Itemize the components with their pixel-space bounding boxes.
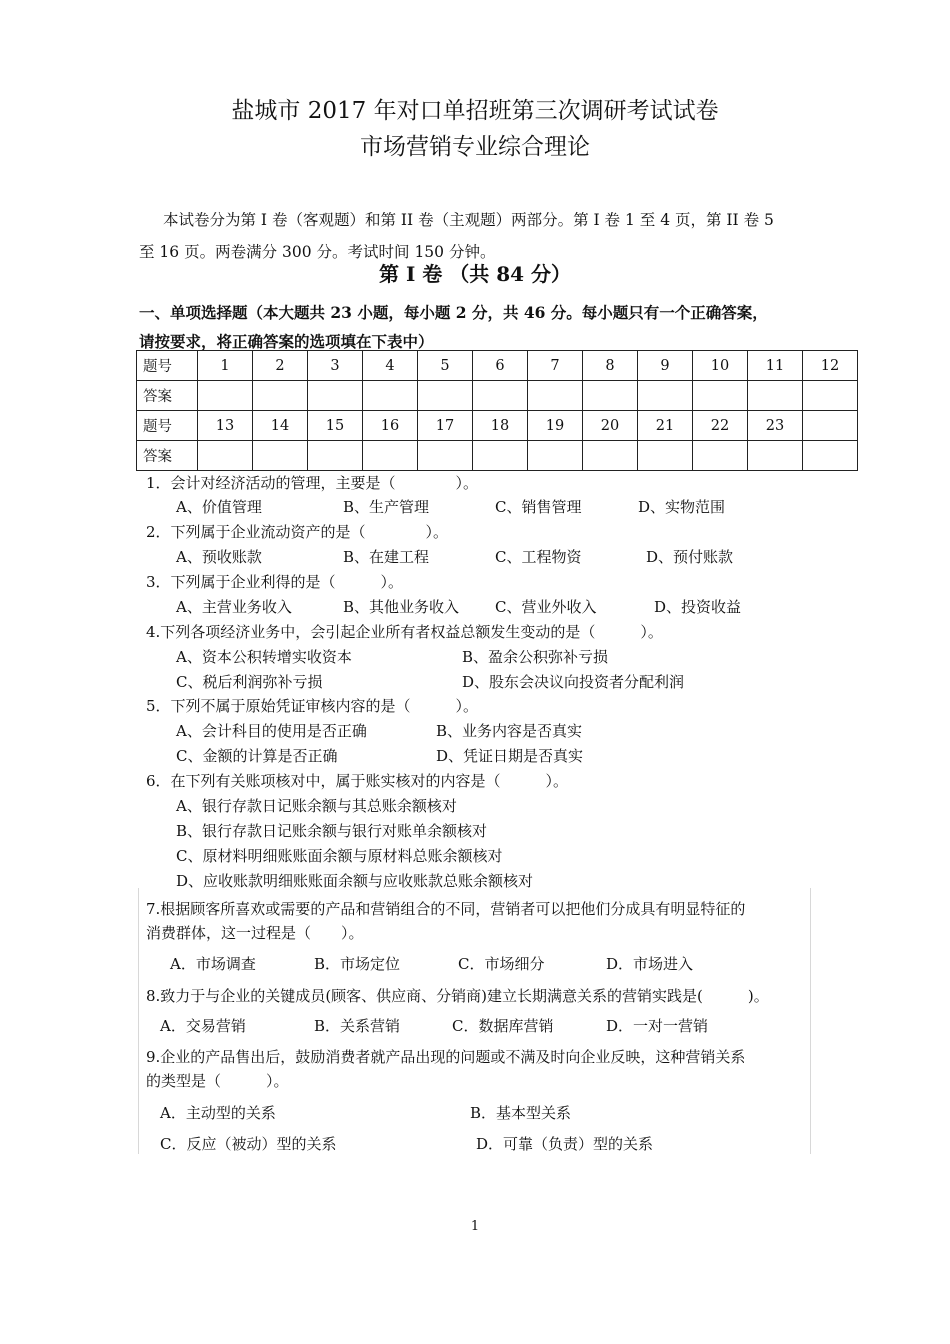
table-row bbox=[137, 351, 858, 381]
section-heading-line-2: 请按要求，将正确答案的选项填在下表中） bbox=[139, 332, 434, 351]
question-number-cell bbox=[803, 411, 858, 441]
question-6-option-d: D、应收账款明细账账面余额与应收账款总账余额核对 bbox=[176, 872, 534, 890]
table-row bbox=[137, 381, 858, 411]
question-7-option-b: B．市场定位 bbox=[314, 955, 401, 973]
question-2-option-a: A、预收账款 bbox=[176, 548, 262, 566]
row-label: 答案 bbox=[137, 381, 198, 411]
question-6-stem: 6．在下列有关账项核对中，属于账实核对的内容是（ ）。 bbox=[146, 772, 569, 790]
table-row bbox=[137, 411, 858, 441]
answer-cell[interactable] bbox=[748, 441, 803, 471]
question-9-option-c: C．反应（被动）型的关系 bbox=[160, 1135, 337, 1153]
question-number-cell: 23 bbox=[748, 411, 803, 441]
question-8-stem: 8.致力于与企业的关键成员(顾客、供应商、分销商)建立长期满意关系的营销实践是( )。 bbox=[146, 987, 769, 1005]
answer-cell[interactable] bbox=[198, 381, 253, 411]
answer-cell[interactable] bbox=[638, 381, 693, 411]
question-8-option-a: A．交易营销 bbox=[160, 1017, 246, 1035]
question-9-stem-line-2: 的类型是（ ）。 bbox=[146, 1072, 289, 1090]
question-5-option-d: D、凭证日期是否真实 bbox=[436, 747, 584, 765]
question-7-stem-line-1: 7.根据顾客所喜欢或需要的产品和营销组合的不同，营销者可以把他们分成具有明显特征的 bbox=[146, 900, 746, 918]
question-3-option-d: D、投资收益 bbox=[654, 598, 742, 616]
question-number-cell: 17 bbox=[418, 411, 473, 441]
answer-table bbox=[136, 350, 858, 471]
question-4-stem: 4.下列各项经济业务中，会引起企业所有者权益总额发生变动的是（ ）。 bbox=[146, 623, 663, 641]
question-6-option-b: B、银行存款日记账余额与银行对账单余额核对 bbox=[176, 822, 488, 840]
answer-cell[interactable] bbox=[528, 441, 583, 471]
question-7-option-a: A．市场调查 bbox=[170, 955, 256, 973]
question-number-cell: 4 bbox=[363, 351, 418, 381]
question-3-option-c: C、营业外收入 bbox=[495, 598, 597, 616]
question-number-cell: 20 bbox=[583, 411, 638, 441]
question-9-option-d: D．可靠（负责）型的关系 bbox=[476, 1135, 654, 1153]
question-5-option-b: B、业务内容是否真实 bbox=[436, 722, 583, 740]
question-number-cell: 22 bbox=[693, 411, 748, 441]
question-number-cell: 19 bbox=[528, 411, 583, 441]
answer-cell[interactable] bbox=[528, 381, 583, 411]
question-6-option-a: A、银行存款日记账余额与其总账余额核对 bbox=[176, 797, 457, 815]
question-number-cell: 15 bbox=[308, 411, 363, 441]
question-7-option-c: C．市场细分 bbox=[458, 955, 545, 973]
intro-line-1: 本试卷分为第 I 卷（客观题）和第 II 卷（主观题）两部分。第 I 卷 1 至 4 页，第 II 卷 5 bbox=[163, 211, 774, 229]
row-label: 答案 bbox=[137, 441, 198, 471]
answer-cell[interactable] bbox=[638, 441, 693, 471]
question-6-option-c: C、原材料明细账账面余额与原材料总账余额核对 bbox=[176, 847, 503, 865]
question-7-stem-line-2: 消费群体，这一过程是（ ）。 bbox=[146, 924, 364, 942]
question-number-cell: 3 bbox=[308, 351, 363, 381]
question-8-option-c: C．数据库营销 bbox=[452, 1017, 554, 1035]
question-2-stem: 2．下列属于企业流动资产的是（ ）。 bbox=[146, 523, 449, 541]
exam-title: 盐城市 2017 年对口单招班第三次调研考试试卷 bbox=[231, 98, 719, 124]
row-label: 题号 bbox=[137, 411, 198, 441]
answer-cell[interactable] bbox=[418, 381, 473, 411]
question-1-option-c: C、销售管理 bbox=[495, 498, 582, 516]
question-number-cell: 14 bbox=[253, 411, 308, 441]
answer-cell[interactable] bbox=[583, 441, 638, 471]
intro-line-2: 至 16 页。两卷满分 300 分。考试时间 150 分钟。 bbox=[139, 243, 496, 261]
part-title: 第 I 卷 （共 84 分） bbox=[378, 262, 571, 286]
question-1-option-d: D、实物范围 bbox=[638, 498, 726, 516]
exam-subtitle: 市场营销专业综合理论 bbox=[360, 134, 590, 160]
table-row bbox=[137, 441, 858, 471]
answer-cell[interactable] bbox=[253, 441, 308, 471]
question-4-option-c: C、税后利润弥补亏损 bbox=[176, 673, 323, 691]
question-1-stem: 1．会计对经济活动的管理，主要是（ ）。 bbox=[146, 474, 479, 492]
question-number-cell: 1 bbox=[198, 351, 253, 381]
answer-cell[interactable] bbox=[693, 441, 748, 471]
question-number-cell: 5 bbox=[418, 351, 473, 381]
answer-cell[interactable] bbox=[803, 381, 858, 411]
question-number-cell: 11 bbox=[748, 351, 803, 381]
question-number-cell: 6 bbox=[473, 351, 528, 381]
question-8-option-d: D．一对一营销 bbox=[606, 1017, 709, 1035]
answer-cell[interactable] bbox=[253, 381, 308, 411]
question-2-option-b: B、在建工程 bbox=[343, 548, 430, 566]
question-9-option-b: B．基本型关系 bbox=[470, 1104, 572, 1122]
question-9-stem-line-1: 9.企业的产品售出后，鼓励消费者就产品出现的问题或不满及时向企业反映，这种营销关系 bbox=[146, 1048, 746, 1066]
section-heading-line-1: 一、单项选择题（本大题共 23 小题，每小题 2 分，共 46 分。每小题只有一个正确答案， bbox=[139, 303, 768, 322]
question-3-option-b: B、其他业务收入 bbox=[343, 598, 460, 616]
answer-cell[interactable] bbox=[803, 441, 858, 471]
question-number-cell: 21 bbox=[638, 411, 693, 441]
question-1-option-a: A、价值管理 bbox=[176, 498, 262, 516]
question-4-option-b: B、盈余公积弥补亏损 bbox=[462, 648, 609, 666]
question-4-option-d: D、股东会决议向投资者分配利润 bbox=[462, 673, 685, 691]
question-1-option-b: B、生产管理 bbox=[343, 498, 430, 516]
question-2-option-d: D、预付账款 bbox=[646, 548, 734, 566]
row-label: 题号 bbox=[137, 351, 198, 381]
question-number-cell: 16 bbox=[363, 411, 418, 441]
question-number-cell: 2 bbox=[253, 351, 308, 381]
question-number-cell: 9 bbox=[638, 351, 693, 381]
answer-cell[interactable] bbox=[473, 381, 528, 411]
question-8-option-b: B．关系营销 bbox=[314, 1017, 401, 1035]
question-3-stem: 3．下列属于企业利得的是（ ）。 bbox=[146, 573, 404, 591]
answer-cell[interactable] bbox=[418, 441, 473, 471]
answer-cell[interactable] bbox=[363, 381, 418, 411]
question-number-cell: 13 bbox=[198, 411, 253, 441]
question-number-cell: 18 bbox=[473, 411, 528, 441]
answer-cell[interactable] bbox=[308, 441, 363, 471]
question-number-cell: 12 bbox=[803, 351, 858, 381]
answer-cell[interactable] bbox=[308, 381, 363, 411]
answer-cell[interactable] bbox=[198, 441, 253, 471]
question-2-option-c: C、工程物资 bbox=[495, 548, 582, 566]
question-number-cell: 7 bbox=[528, 351, 583, 381]
answer-cell[interactable] bbox=[693, 381, 748, 411]
question-number-cell: 8 bbox=[583, 351, 638, 381]
page-number: 1 bbox=[470, 1219, 480, 1234]
question-number-cell: 10 bbox=[693, 351, 748, 381]
question-4-option-a: A、资本公积转增实收资本 bbox=[176, 648, 352, 666]
question-5-option-a: A、会计科目的使用是否正确 bbox=[176, 722, 367, 740]
question-3-option-a: A、主营业务收入 bbox=[176, 598, 292, 616]
answer-cell[interactable] bbox=[473, 441, 528, 471]
answer-cell[interactable] bbox=[583, 381, 638, 411]
question-7-option-d: D．市场进入 bbox=[606, 955, 694, 973]
answer-cell[interactable] bbox=[748, 381, 803, 411]
question-5-stem: 5．下列不属于原始凭证审核内容的是（ ）。 bbox=[146, 697, 479, 715]
question-9-option-a: A．主动型的关系 bbox=[160, 1104, 276, 1122]
question-5-option-c: C、金额的计算是否正确 bbox=[176, 747, 338, 765]
answer-cell[interactable] bbox=[363, 441, 418, 471]
